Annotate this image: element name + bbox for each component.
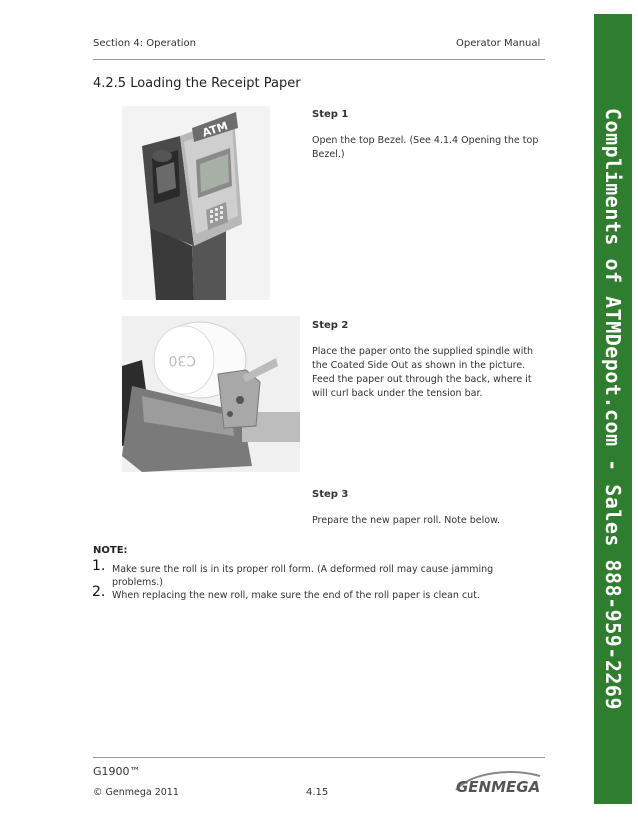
side-promo-text: Compliments of ATMDepot.com - Sales 888-959-2269	[601, 108, 625, 710]
note-2-number: 2.	[92, 584, 106, 600]
atm-photo	[122, 106, 270, 300]
step-2-label: Step 2	[312, 320, 349, 331]
paper-roll-illustration	[122, 316, 300, 472]
step-3-text: Prepare the new paper roll. Note below.	[312, 515, 501, 526]
note-1-number: 1.	[92, 558, 106, 574]
roll-label-text: C30	[168, 352, 196, 368]
header-rule	[93, 59, 545, 60]
note-1-text: Make sure the roll is in its proper roll form. (A deformed roll may cause jamming problems.)	[112, 564, 494, 588]
atm-illustration	[122, 106, 270, 300]
atm-sign-text: ATM	[200, 119, 230, 140]
genmega-logo-graphic	[452, 768, 544, 796]
genmega-logo-text: GENMEGA	[456, 778, 541, 796]
footer-model: G1900™	[93, 765, 141, 778]
step-3-label: Step 3	[312, 489, 349, 500]
header-section-label: Section 4: Operation	[93, 38, 197, 49]
section-title: 4.2.5 Loading the Receipt Paper	[93, 76, 301, 91]
step-1-label: Step 1	[312, 109, 349, 120]
side-promo-banner	[594, 14, 632, 804]
genmega-logo	[452, 768, 544, 796]
footer-rule	[93, 757, 545, 758]
step-2-text: Place the paper onto the supplied spindle with the Coated Side Out as shown in the picture. Feed the paper out through the back, where it will curl back under the tension bar.	[312, 346, 534, 399]
step-1-text: Open the top Bezel. (See 4.1.4 Opening the top Bezel.)	[312, 135, 539, 160]
paper-roll-photo	[122, 316, 300, 472]
note-label: NOTE:	[93, 545, 128, 556]
footer-page-number: 4.15	[306, 787, 329, 798]
footer-copyright: © Genmega 2011	[93, 787, 179, 798]
header-manual-label: Operator Manual	[456, 38, 541, 49]
note-2-text: When replacing the new roll, make sure the end of the roll paper is clean cut.	[112, 590, 480, 601]
